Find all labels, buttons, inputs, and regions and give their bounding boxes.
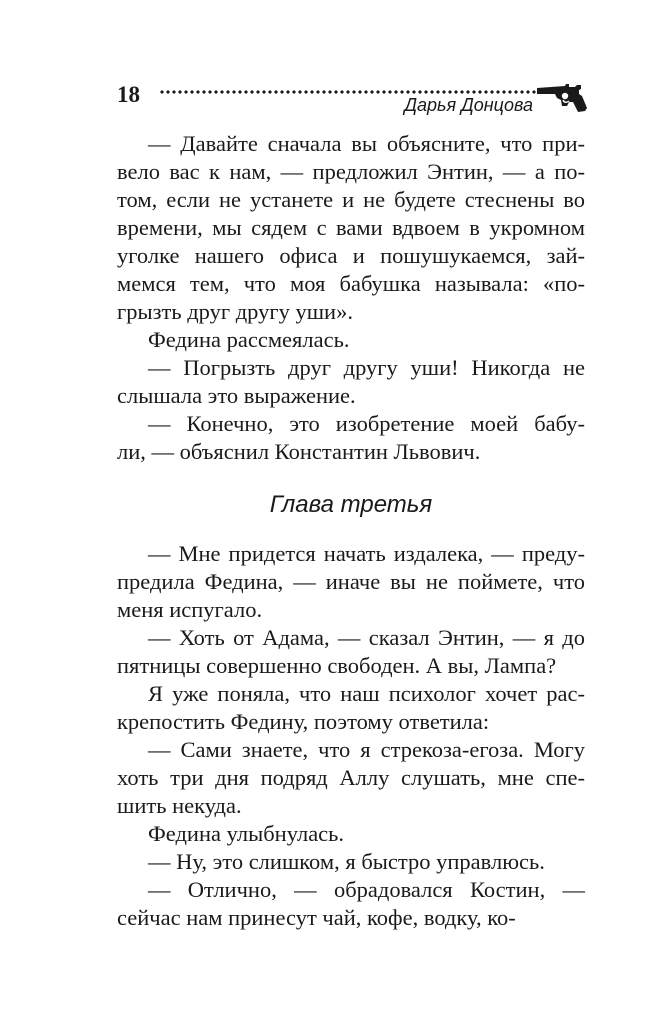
- text-section-2: [117, 540, 585, 932]
- paragraph: [117, 680, 585, 736]
- text-line: ли, — объяснил Константин Львович.: [117, 439, 481, 464]
- text-line: — Отлично, — обрадовался Костин, —: [148, 877, 585, 902]
- page-number: 18: [117, 82, 140, 107]
- text-line: шить некуда.: [117, 793, 242, 818]
- paragraph: [117, 326, 585, 354]
- text-line: грызть друг другу уши».: [117, 299, 353, 324]
- text-line: мемся тем, что моя бабушка называла: «по-: [117, 271, 585, 296]
- text-line: — Сами знаете, что я стрекоза-егоза. Могу: [148, 737, 585, 762]
- paragraph: [117, 876, 585, 932]
- paragraph: [117, 540, 585, 624]
- text-line: хоть три дня подряд Аллу слушать, мне спе-: [117, 765, 585, 790]
- text-line: Федина улыбнулась.: [148, 821, 345, 846]
- text-line: предила Федина, — иначе вы не поймете, что: [117, 569, 585, 594]
- paragraph: [117, 736, 585, 820]
- text-line: том, если не устанете и не будете стеснены во: [117, 187, 585, 212]
- text-line: времени, мы сядем с вами вдвоем в укромном: [117, 215, 585, 240]
- paragraph: [117, 624, 585, 680]
- running-head-author: Дарья Донцова: [404, 95, 533, 115]
- text-line: пятницы совершенно свободен. А вы, Лампа?: [117, 653, 557, 678]
- text-line: меня испугало.: [117, 597, 263, 622]
- text-line: — Ну, это слишком, я быстро управлюсь.: [148, 849, 545, 874]
- text-line: — Мне придется начать издалека, — преду-: [148, 541, 585, 566]
- paragraph: [117, 410, 585, 466]
- text-line: — Погрызть друг другу уши! Никогда не: [148, 355, 585, 380]
- text-section-1: [117, 130, 585, 466]
- text-line: крепостить Федину, поэтому ответила:: [117, 709, 490, 734]
- text-line: — Конечно, это изобретение моей бабу-: [148, 411, 585, 436]
- revolver-icon: [535, 82, 589, 114]
- text-line: — Хоть от Адама, — сказал Энтин, — я до: [148, 625, 585, 650]
- text-line: — Давайте сначала вы объясните, что при-: [148, 131, 585, 156]
- paragraph: [117, 354, 585, 410]
- text-line: Я уже поняла, что наш психолог хочет рас-: [148, 681, 585, 706]
- text-line: вело вас к нам, — предложил Энтин, — а по-: [117, 159, 585, 184]
- paragraph: [117, 848, 585, 876]
- page-header: [117, 80, 589, 120]
- chapter-title: Глава третья: [269, 491, 433, 518]
- text-line: уголке нашего офиса и пошушукаемся, зай-: [117, 243, 585, 268]
- text-line: слышала это выражение.: [117, 383, 356, 408]
- paragraph: [117, 820, 585, 848]
- text-line: сейчас нам принесут чай, кофе, водку, ко-: [117, 905, 516, 930]
- paragraph: [117, 130, 585, 326]
- text-line: Федина рассмеялась.: [148, 327, 350, 352]
